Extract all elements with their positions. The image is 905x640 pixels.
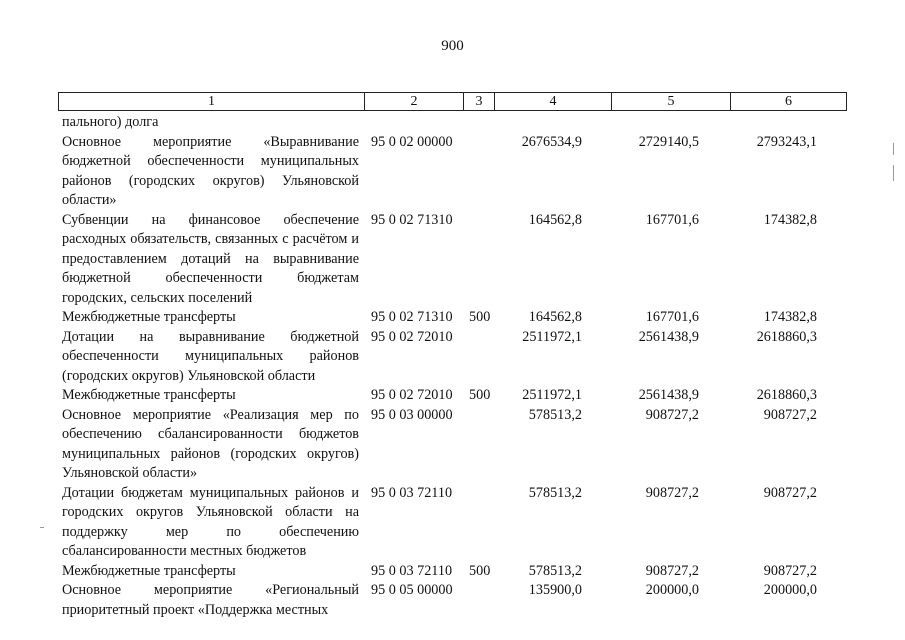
column-header-row — [59, 93, 847, 111]
row-value-col5: 200000,0 — [645, 582, 699, 598]
row-value-col4: 2511972,1 — [522, 387, 582, 403]
scan-mark — [893, 165, 894, 181]
row-name: Межбюджетные трансферты — [62, 387, 236, 403]
row-name: Основное мероприятие «Реализация мер по обеспечению сбалансированности бюджетов муниципальных районов (городских округов) Ульяновской области» — [62, 406, 359, 481]
row-value-col6: 908727,2 — [763, 562, 817, 579]
table-row — [0, 211, 905, 309]
row-code: 95 0 03 00000 — [371, 406, 453, 423]
column-header-4: 4 — [495, 93, 612, 111]
row-name: пального) долга — [62, 114, 159, 130]
row-value-col6: 2618860,3 — [756, 387, 817, 403]
row-name: Межбюджетные трансферты — [62, 309, 236, 325]
row-expense-type: 500 — [469, 562, 491, 579]
table-row — [0, 386, 905, 406]
row-code: 95 0 03 72110 — [371, 484, 453, 501]
row-code: 95 0 03 72110 — [371, 562, 453, 579]
row-name: Основное мероприятие «Выравнивание бюджетной обеспеченности муниципальных районов (городских округов) Ульяновской области» — [62, 133, 359, 208]
row-name: Дотации бюджетам муниципальных районов и городских округов Ульяновской области на поддержку мер по обеспечению сбалансированности местных бюджетов — [62, 484, 359, 559]
column-header-6: 6 — [731, 93, 847, 111]
table-row — [0, 133, 905, 211]
row-value-col4: 2676534,9 — [521, 133, 582, 150]
page-number: 900 — [441, 38, 464, 54]
scan-mark — [893, 143, 894, 155]
row-value-col4: 135900,0 — [528, 582, 582, 598]
row-code: 95 0 02 71310 — [371, 309, 453, 325]
column-header-2: 2 — [365, 93, 464, 111]
row-value-col6: 200000,0 — [763, 582, 817, 598]
row-value-col6: 2793243,1 — [756, 133, 817, 150]
budget-table-body — [0, 113, 905, 620]
row-name: Субвенции на финансовое обеспечение расходных обязательств, связанных с расчётом и предоставлением дотаций на выравнивание бюджетной обеспеченности бюджетам городских, сельских поселений — [62, 211, 359, 306]
table-row — [0, 308, 905, 328]
row-name: Дотации на выравнивание бюджетной обеспеченности муниципальных районов (городских округов) Ульяновской области — [62, 328, 359, 384]
row-code: 95 0 05 00000 — [371, 582, 453, 598]
row-value-col6: 908727,2 — [763, 406, 817, 423]
row-code: 95 0 02 72010 — [371, 387, 453, 403]
row-value-col5: 908727,2 — [645, 562, 699, 579]
column-header-3: 3 — [464, 93, 495, 111]
column-header-1: 1 — [59, 93, 365, 111]
row-value-col6: 908727,2 — [763, 484, 817, 501]
table-row — [0, 328, 905, 387]
column-header-5: 5 — [612, 93, 731, 111]
row-value-col5: 908727,2 — [645, 406, 699, 423]
row-code: 95 0 02 72010 — [371, 328, 453, 345]
row-name: Основное мероприятие «Региональный приоритетный проект «Поддержка местных — [62, 582, 359, 618]
row-value-col5: 167701,6 — [645, 309, 699, 325]
scan-mark — [40, 527, 44, 528]
row-value-col5: 2729140,5 — [638, 133, 699, 150]
row-value-col4: 164562,8 — [528, 211, 582, 228]
row-expense-type: 500 — [469, 387, 491, 403]
table-row — [0, 581, 905, 620]
row-name: Межбюджетные трансферты — [62, 562, 236, 579]
row-value-col6: 2618860,3 — [756, 328, 817, 345]
row-value-col5: 2561438,9 — [638, 387, 699, 403]
table-row — [0, 406, 905, 484]
row-value-col4: 578513,2 — [528, 484, 582, 501]
row-value-col4: 164562,8 — [528, 309, 582, 325]
row-value-col5: 2561438,9 — [638, 328, 699, 345]
row-value-col5: 908727,2 — [645, 484, 699, 501]
row-value-col4: 578513,2 — [528, 562, 582, 579]
row-code: 95 0 02 71310 — [371, 211, 453, 228]
row-value-col4: 2511972,1 — [522, 328, 582, 345]
row-value-col5: 167701,6 — [645, 211, 699, 228]
table-row — [0, 562, 905, 582]
table-row — [0, 484, 905, 562]
row-expense-type: 500 — [469, 309, 491, 325]
row-value-col6: 174382,8 — [763, 211, 817, 228]
table-row — [0, 113, 905, 133]
column-header-table — [58, 92, 847, 111]
row-value-col4: 578513,2 — [528, 406, 582, 423]
row-value-col6: 174382,8 — [763, 309, 817, 325]
row-code: 95 0 02 00000 — [371, 133, 453, 150]
